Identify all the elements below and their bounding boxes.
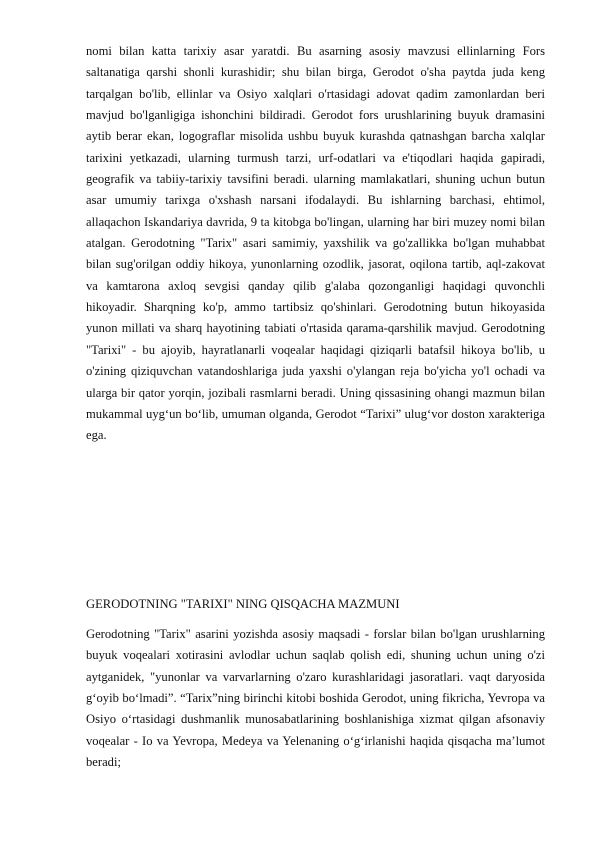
section-heading: GERODOTNING "TARIXI" NING QISQACHA MAZMUNI (86, 597, 400, 611)
body-paragraph-2: Gerodotning "Tarix" asarini yozishda asosiy maqsadi - forslar bilan bo'lgan urushlarning buyuk voqealari xotirasini avlodlar uchun saqlab qolish edi, shuning uchun uning o'zi aytganidek, "yunonlar va varvarlarning o'zaro kurashlaridagi jasoratlari. vaqt daryosida g‘oyib bo‘lmadi”. “Tarix”ning birinchi kitobi boshida Gerodot, uning fikricha, Yevropa va Osiyo o‘rtasidagi dushmanlik munosabatlarining boshlanishiga xizmat qilgan afsonaviy voqealar - Io va Yevropa, Medeya va Yelenaning o‘g‘irlanishi haqida qisqacha ma’lumot beradi; (86, 627, 545, 770)
body-paragraph-1: nomi bilan katta tarixiy asar yaratdi. Bu asarning asosiy mavzusi ellinlarning Fors saltanatiga qarshi shonli kurashidir; shu bilan birga, Gerodot o'sha paytda juda keng tarqalgan bo'lib, ellinlar va Osiyo xalqlari o'rtasidagi adovat qadim zamonlardan beri mavjud bo'lganligiga ishonchini bildiradi. Gerodot fors urushlarining buyuk dramasini aytib berar ekan, logograflar misolida ushbu buyuk kurashda qatnashgan barcha xalqlar tarixini yetkazadi, ularning turmush tarzi, urf-odatlari va e'tiqodlari haqida gapiradi, geografik va tabiiy-tarixiy tavsifini beradi. ularning mamlakatlari, shuning uchun butun asar umumiy tarixga o'xshash narsani ifodalaydi. Bu ishlarning barchasi, ehtimol, allaqachon Iskandariya davrida, 9 ta kitobga bo'lingan, ularning har biri muzey nomi bilan atalgan. Gerodotning "Tarix" asari samimiy, yaxshilik va go'zallikka bo'lgan muhabbat bilan sug'orilgan oddiy hikoya, yunonlarning ozodlik, jasorat, oqilona tartib, aql-zakovat va kamtarona axloq sevgisi qanday qilib g'alaba qozonganligi haqidagi quvonchli hikoyadir. Sharqning ko'p, ammo tartibsiz qo'shinlari. Gerodotning butun hikoyasida yunon millati va sharq hayotining tabiati o'rtasida qarama-qarshilik mavjud. Gerodotning "Tarixi" - bu ajoyib, hayratlanarli voqealar haqidagi qiziqarli batafsil hikoya bo'lib, u o'zining qiziquvchan vatandoshlariga juda yaxshi o'ylangan reja bo'yicha yo'l ochadi va ularga bir qator yorqin, jozibali rasmlarni beradi. Uning qissasining ohangi mazmun bilan mukammal uyg‘un bo‘lib, umuman olganda, Gerodot “Tarixi” ulug‘vor doston xarakteriga ega. (86, 44, 545, 443)
